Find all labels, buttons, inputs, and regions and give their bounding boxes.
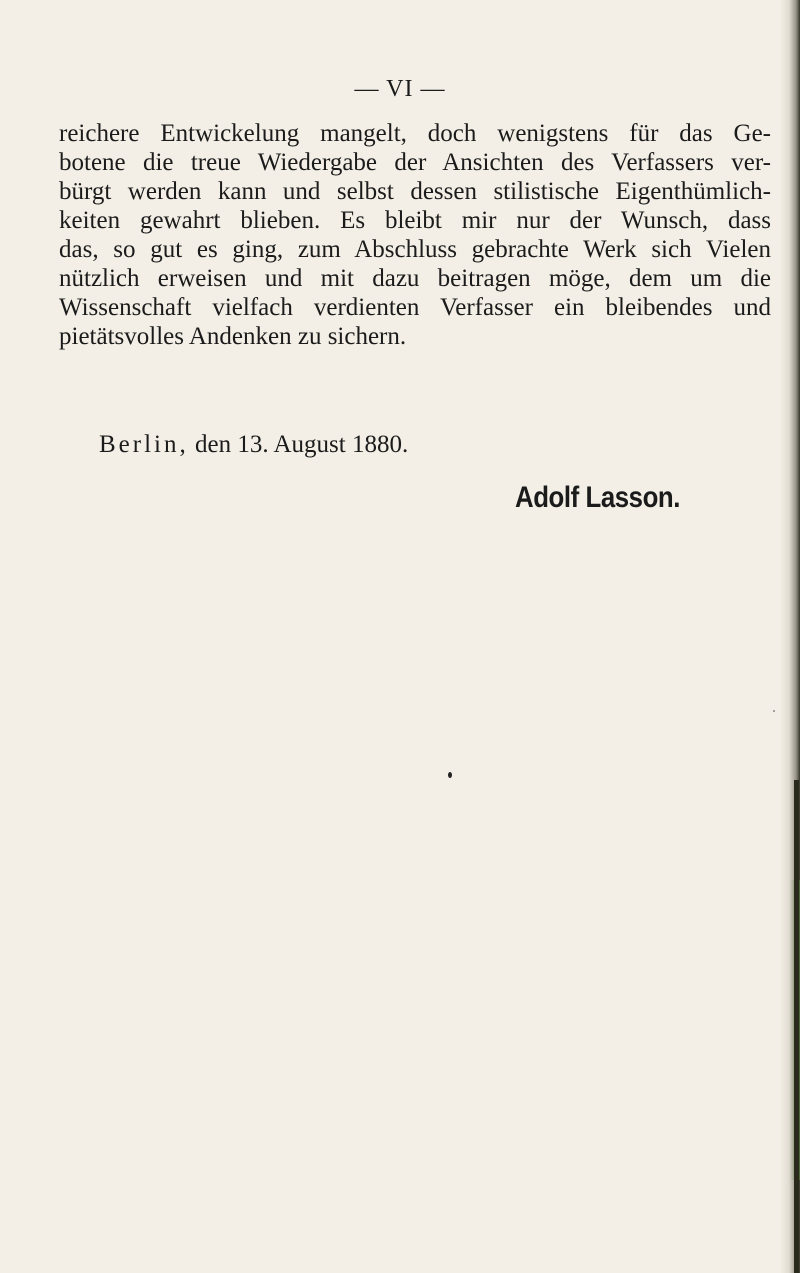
author-signature: Adolf Lasson. [515, 481, 680, 514]
ink-speck [448, 772, 452, 778]
paragraph-line: pietätsvolles Andenken zu sichern. [59, 323, 407, 350]
dateline-place: Berlin, [99, 431, 189, 458]
paragraph-line: das, so gut es ging, zum Abschluss gebrachte Werk sich Vielen [59, 236, 771, 263]
page-number: — VI — [354, 76, 446, 102]
paragraph-line: Wissenschaft vielfach verdienten Verfasser ein bleibendes und [59, 294, 771, 321]
page-edge-binding [794, 780, 799, 1273]
paragraph-line: bürgt werden kann und selbst dessen stilistische Eigenthümlich- [59, 178, 771, 205]
dateline [99, 430, 408, 459]
preface-paragraph [59, 119, 771, 351]
paragraph-line: botene die treue Wiedergabe der Ansichten des Verfassers ver- [59, 149, 771, 176]
ink-speck [773, 710, 775, 712]
paragraph-line: keiten gewahrt blieben. Es bleibt mir nur der Wunsch, dass [59, 207, 771, 234]
paragraph-line: nützlich erweisen und mit dazu beitragen möge, dem um die [59, 265, 771, 292]
paragraph-line: reichere Entwickelung mangelt, doch wenigstens für das Ge- [59, 120, 771, 147]
dateline-date: den 13. August 1880. [195, 431, 409, 458]
